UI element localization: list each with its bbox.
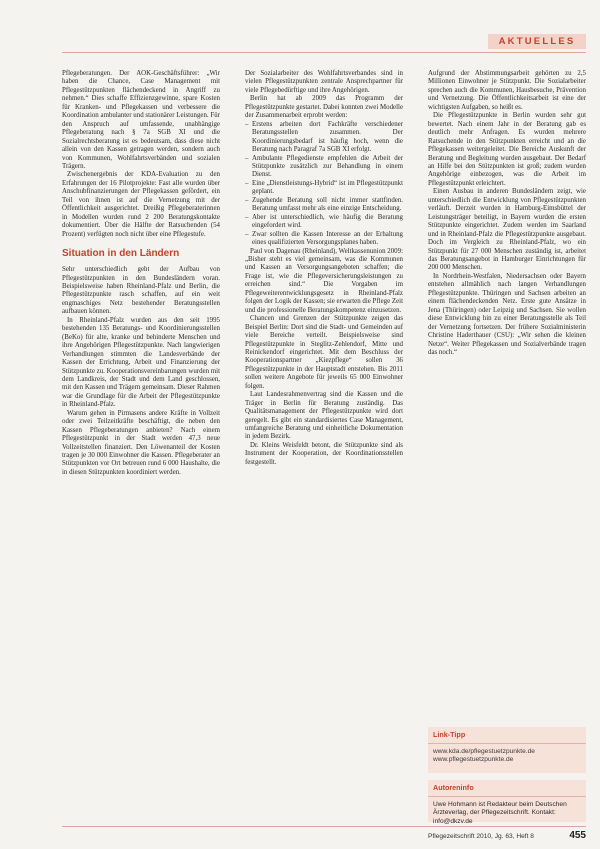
link[interactable]: www.pflegestuetzpunkte.de xyxy=(433,756,514,764)
list-item: – Zwar sollten die Kassen Interesse an der Erhaltung eines qualifizierten Versorgungsplanes haben. xyxy=(252,231,403,248)
journal-citation: Pflegezeitschrift 2010, Jg. 63, Heft 8 xyxy=(428,833,534,840)
link-tip-body xyxy=(428,744,586,770)
bottom-divider xyxy=(62,826,586,827)
paragraph: Die Pflegestützpunkte in Berlin wurden sehr gut bewertet. Nach einem Jahr in der Beratung gab es deutlich mehr Anfragen. Es wurden mehrere Ratsuchende in den Stützpunkten erreicht und an die Pflegekassen weitergeleitet. Die Bereiche Auskunft der Beratung und Begleitung wurden ausgebaut. Der Bedarf an Hilfe bei den Stützpunkten ist groß; zudem wurden Angehörige einbezogen, was die Arbeit im Pflegestützpunkt erleichtert. xyxy=(428,112,586,187)
link-tip-heading: Link-Tipp xyxy=(428,727,586,744)
list-item: – Zugehende Beratung soll nicht immer stattfinden. Beratung umfasst mehr als eine einzige Entscheidung. xyxy=(252,197,403,214)
paragraph: Laut Landesrahmenvertrag sind die Kassen und die Träger in Berlin für Beratung zuständig. Das Qualitätsmanagement der Pflegestützpunkte wird dort geregelt. Es gibt ein standardisiertes Case Management, umfangreiche Beratung und einheitliche Dokumentation in jedem Bezirk. xyxy=(245,391,403,441)
column-3 xyxy=(428,70,586,357)
paragraph: Zwischenergebnis der KDA-Evaluation zu den Erfahrungen der 16 Pilotprojekte: Fast alle wurden über Anschubfinanzierungen der Pflegekassen gefördert, ein Teil von ihnen ist auf die Vernetzung mit der Öffentlichkeit ausgerichtet. Dreißig Pflegeberaterinnen in Modellen wurden rund 2 200 Beratungskontakte dokumentiert. Über die Hälfte der Ratsuchenden (54 Prozent) verfügten noch nicht über eine Pflegestufe. xyxy=(62,171,220,238)
subheading: Situation in den Ländern xyxy=(62,248,180,260)
page-number: 455 xyxy=(569,830,586,841)
section-tag: AKTUELLES xyxy=(488,34,586,49)
author-info-heading: Autoreninfo xyxy=(428,780,586,797)
link-tip-box xyxy=(428,727,586,773)
paragraph: Sehr unterschiedlich geht der Aufbau von Pflegestützpunkten in den Bundesländern voran. Beispielsweise haben Rheinland-Pfalz und Berlin, die Pflegestützpunkte rasch schaffen, auf ein weit engmaschiges Netz bestehender Beratungsstellen aufbauen können. xyxy=(62,266,220,316)
column-2 xyxy=(245,70,403,467)
list-item: – Erstens arbeiten dort Fachkräfte verschiedener Beratungsstellen zusammen. Der Koordinierungsbedarf ist häufig hoch, wenn die Beratung nach Paragraf 7a SGB XI erfolgt. xyxy=(252,121,403,155)
column-1 xyxy=(62,70,220,477)
list-item: – Eine „Dienstleistungs-Hybrid“ ist im Pflegestützpunkt geplant. xyxy=(252,180,403,197)
paragraph: Berlin hat ab 2009 das Programm der Pflegestützpunkte gestartet. Dabei konnten zwei Modelle der Zusammenarbeit erprobt werden: xyxy=(245,95,403,120)
paragraph: Paul von Dagenau (Rheinland), Weltkassenunion 2009: „Bisher steht es viel gemeinsam, was die Kommunen und Kassen an Versorgungsangeboten schaffen; die Frage ist, wie die Pflegeversicherungsleistungen zu erreichen sind.“ Die Vorgaben im Pflegeweiterentwicklungsgesetz in Rheinland-Pfalz folgen der Logik der Kassen; sie erwarten die Pflege Zeit und die professionelle Beratungskompetenz einzusetzen. xyxy=(245,247,403,314)
author-info-text: Uwe Hohmann ist Redakteur beim Deutschen Ärzteverlag, der Pflegezeitschrift. Kontakt: info@dkzv.de xyxy=(433,800,567,825)
page-footer xyxy=(428,830,586,841)
paragraph: Einen Ausbau in anderen Bundesländern zeigt, wie unterschiedlich die Entwicklung von Pflegestützpunkten verläuft. Derzeit wurden in Hamburg-Eimsbüttel der Leistungsträger beteiligt, in Bayern wurden die ersten Stützpunkte eingerichtet. Zudem werden im Saarland und in Rheinland-Pfalz die Pflegestützpunkte ausgebaut. Doch im Vergleich zu Rheinland-Pfalz, wo ein Stützpunkt für 27 000 Menschen zuständig ist, arbeitet das Beratungsangebot in Hamburger Einrichtungen für 200 000 Menschen. xyxy=(428,188,586,272)
author-info-box xyxy=(428,780,586,825)
list-item: – Aber ist unterschiedlich, wie häufig die Beratung eingefordert wird. xyxy=(252,214,403,231)
paragraph: In Rheinland-Pfalz wurden aus den seit 1995 bestehenden 135 Beratungs- und Koordinierungsstellen (BeKo) für alte, kranke und behinderte Menschen und ihre Angehörigen Pflegestützpunkte. Nach langwierigen Verhandlungen stimmten die Landesverbände der Kassen der Errichtung, Arbeit und Finanzierung der Stützpunkte zu. Kooperationsvereinbarungen wurden mit dem Landkreis, der Stadt und dem Land geschlossen, mit den Kassen und Trägern gemeinsam. Dieser Rahmen war die Grundlage für die Arbeit der Pflegestützpunkte in Rheinland-Pfalz. xyxy=(62,316,220,409)
paragraph: Warum gehen in Pirmasens andere Kräfte in Vollzeit oder zwei Teilzeitkräfte beschäftigt, die neben den Kassen Pflegeberatungen anbieten? Nach einem Pflegestützpunkt in der Stadt werden 47,3 neue Vollzeitstellen finanziert. Den Löwenanteil der Kosten tragen je 30 000 Einwohner die Kassen. Pflegeberater an Stützpunkten vor Ort betreuen rund 6 000 Haushalte, die in diesen Stützpunkten koordiniert werden. xyxy=(62,409,220,476)
top-divider xyxy=(62,52,586,53)
paragraph: Der Sozialarbeiter des Wohlfahrtsverbandes sind in vielen Pflegestützpunkten zentrale Ansprechpartner für viele Pflegebedürftige und ihre Angehörigen. xyxy=(245,70,403,94)
paragraph: In Nordrhein-Westfalen, Niedersachsen oder Bayern entstehen allmählich nach langen Verhandlungen Pflegestützpunkte. Thüringen und Sachsen arbeiten an einem flächendeckenden Netz. Erste gute Ansätze in Jena (Thüringen) oder Leipzig und Sachsen. Sie wollen diese Entwicklung hin zu einer Beratungsstelle als Teil der Vernetzung fortsetzen. Der frühere Sozialministerin Christine Haderthauer (CSU): „Wir sehen die kleinen Netze“. Weiter Pflegekassen und Sozialverbände tragen das noch.“ xyxy=(428,272,586,356)
paragraph: Pflegeberatungen. Der AOK-Geschäftsführer: „Wir haben die Chance, Case Management mit Pflegestützpunkten flächendeckend in Angriff zu nehmen.“ Dies schaffe Effizienzgewinne, spare Kosten für Kranken- und Pflegekassen und verbessere die Koordination ambulanter und stationärer Leistungen. Für den Anspruch auf umfassende, unabhängige Pflegeberatung nach § 7a SGB XI und die Sozialrechtsberatung ist es bedeutsam, dass diese nicht allein von den Kassen getragen werden, sondern auch von Kommunen, Wohlfahrtsverbänden und sozialen Trägern. xyxy=(62,70,220,170)
link[interactable]: www.kda.de/pflegestuetzpunkte.de xyxy=(433,747,535,755)
paragraph: Aufgrund der Abstimmungsarbeit gehörten zu 2,5 Millionen Einwohner je Stützpunkt. Die Sozialarbeiter sprechen auch die Kommunen, Hausbesuche, Prävention und Vernetzung. Die Öffentlichkeitsarbeit ist eine der wichtigsten Aufgaben, so heißt es. xyxy=(428,70,586,111)
paragraph: Chancen und Grenzen der Stützpunkte zeigen das Beispiel Berlin: Dort sind die Stadt- und Gemeinden auf viele Bereiche verteilt. Beispielsweise sind Pflegestützpunkte in Steglitz-Zehlendorf, Mitte und Reinickendorf eingerichtet. Mit dem Beschluss der Kooperationspartner „Kiezpflege“ sollen 36 Pflegestützpunkte in der Hauptstadt entstehen. Bis 2011 sollen weitere Angebote für jeweils 65 000 Einwohner folgen. xyxy=(245,315,403,390)
list-item: – Ambulante Pflegedienste empfehlen die Arbeit der Stützpunkte zusätzlich zur Behandlung in einem Dienst. xyxy=(252,155,403,180)
bullet-list xyxy=(245,121,403,248)
paragraph: Dr. Kleins Weisfeldt betont, die Stützpunkte sind als Instrument der Kooperation, der Koordinationsstellen festgestellt. xyxy=(245,441,403,466)
